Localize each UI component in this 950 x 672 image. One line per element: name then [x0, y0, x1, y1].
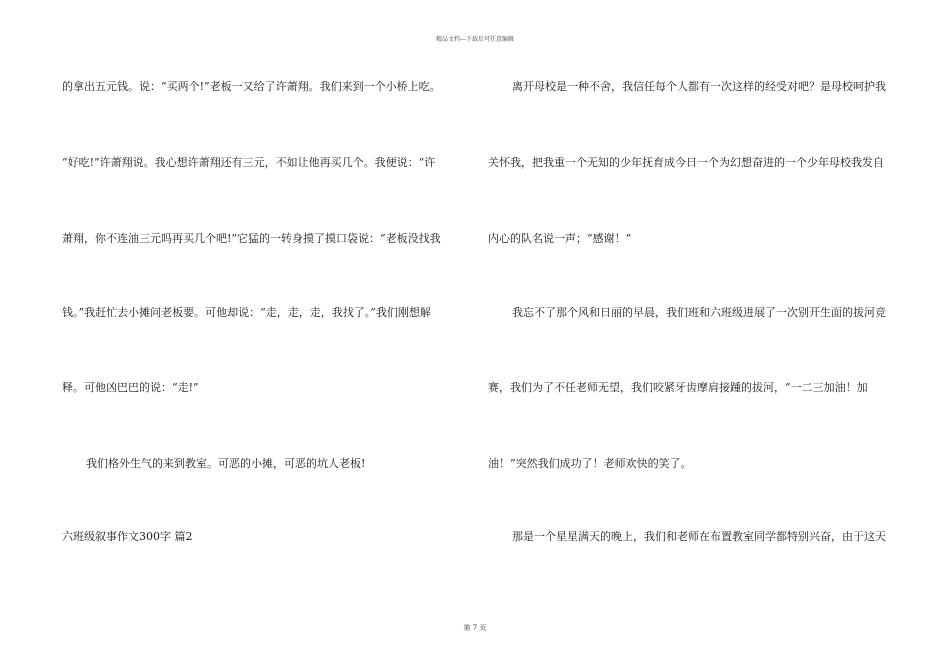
right-text-column	[488, 0, 892, 672]
paragraph-line: 油！”突然我们成功了！老师欢快的笑了。	[488, 457, 692, 470]
paragraph-line: 那是一个星星满天的晚上，我们和老师在布置教室同学都特别兴奋，由于这天	[512, 530, 886, 543]
paragraph-line: 释。可他凶巴巴的说：“走!”	[62, 381, 199, 394]
paragraph-line: 我们格外生气的来到教室。可恶的小摊，可恶的坑人老板!	[86, 457, 366, 470]
page-number: 第 7 页	[463, 624, 487, 632]
paragraph-line: 关怀我，把我重一个无知的少年抚育成今日一个为幻想奋进的一个少年母校我发自	[488, 156, 884, 169]
page-header: 精品文档---下载后可任意编辑	[435, 36, 515, 43]
paragraph-line: 钱。”我赶忙去小摊问老板要。可他却说：“走，走，走，我找了。”我们刚想解	[62, 306, 431, 319]
left-text-column	[62, 0, 462, 672]
paragraph-line: 赛，我们为了不任老师无望，我们咬紧牙齿摩肩接踵的拔河，“一二三加油！加	[488, 381, 868, 394]
paragraph-line: 我忘不了那个风和日丽的早晨，我们班和六班级进展了一次别开生面的拔河竞	[512, 306, 886, 319]
paragraph-line: 内心的队名说一声；“感谢！”	[488, 232, 632, 245]
paragraph-line: 离开母校是一种不舍，我信任每个人都有一次这样的经受对吧？是母校呵护我	[512, 80, 886, 93]
paragraph-line: 的拿出五元钱。说：“买两个!”老板一又给了许萧翔。我们来到一个小桥上吃。	[62, 80, 441, 93]
paragraph-line: 萧翔，你不连油三元吗再买几个吧!”它猛的一转身摸了摸口袋说：“老板没找我	[62, 232, 441, 245]
section-heading: 六班级叙事作文300字 篇2	[62, 530, 193, 543]
paragraph-line: “好吃!”许萧翔说。我心想许萧翔还有三元，不如让他再买几个。我便说：“许	[62, 156, 436, 169]
